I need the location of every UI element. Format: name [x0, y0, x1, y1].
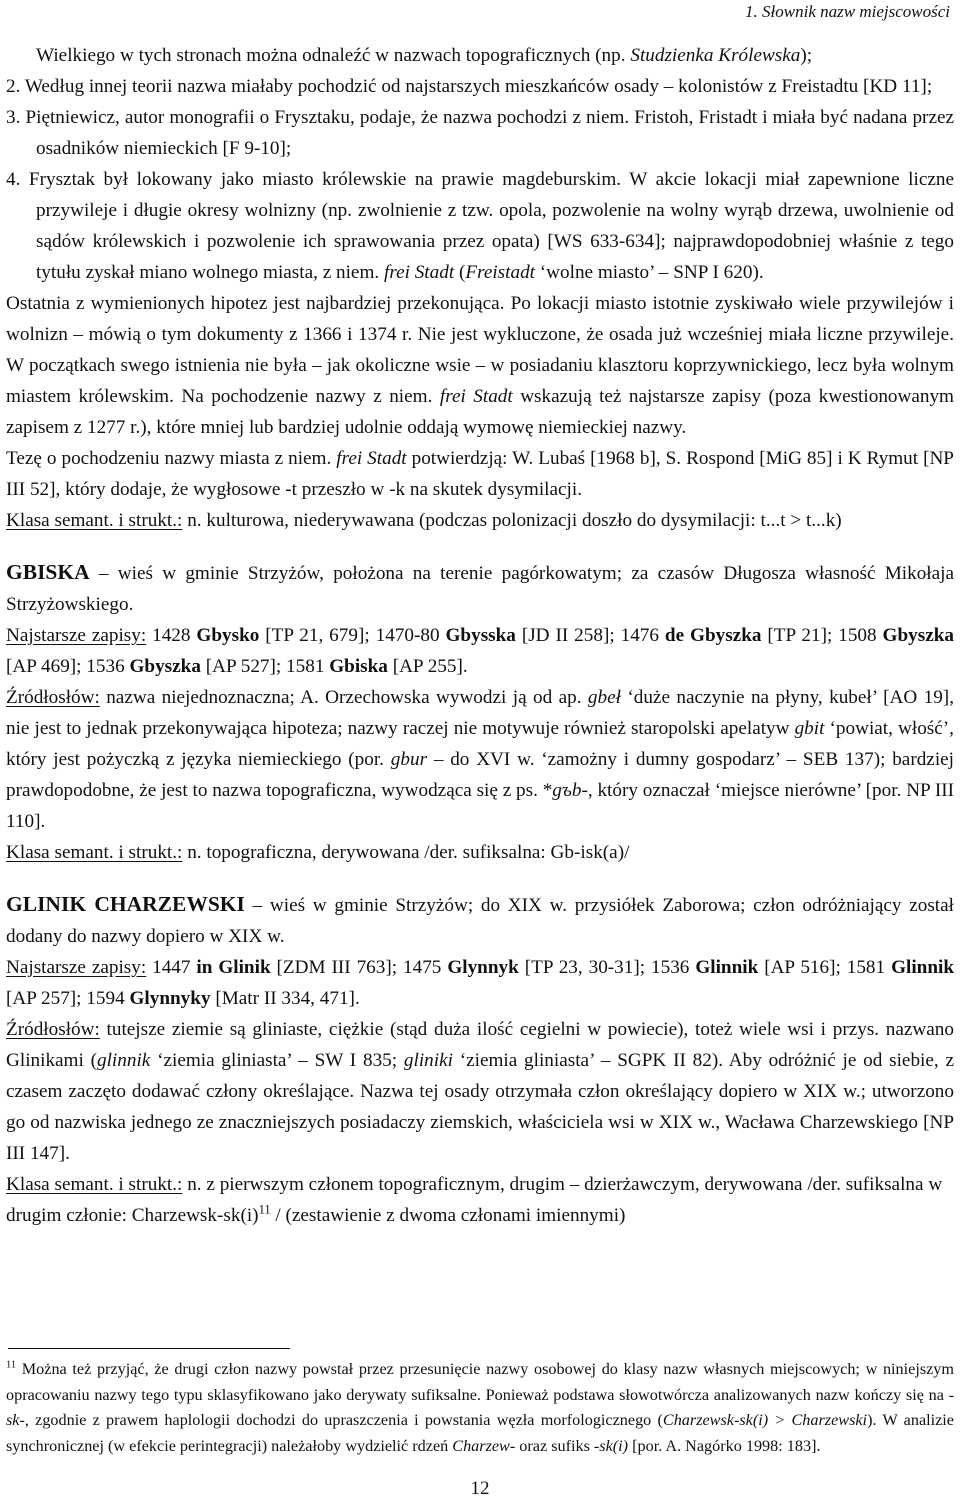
etymology-label: Źródłosłów: — [6, 687, 100, 708]
page-number: 12 — [470, 1478, 490, 1499]
entry-title: GLINIK CHARZEWSKI — [6, 892, 245, 916]
etymology-label: Źródłosłów: — [6, 1019, 100, 1040]
hypothesis-item-4: 4. Frysztak był lokowany jako miasto królewskie na prawie magdeburskim. W akcie lokacji miał zapewnione liczne przywileje i długie okresy wolnizny (np. zwolnienie z tzw. opola, pozwolenie na wolny wyrąb drzewa, uwolnienie od sądów królewskich i pozwolenie ich sprawowania przez opata) [WS 633-634]; najprawdopodobniej właśnie z tego tytułu zyskał miano wolnego miasta, z niem. frei Stadt (Freistadt ‘wolne miasto’ – SNP I 620). — [6, 169, 954, 283]
oldest-records: Najstarsze zapisy: 1447 in Glinik [ZDM III 763]; 1475 Glynnyk [TP 23, 30-31]; 1536 Glinnik [AP 516]; 1581 Glinnik [AP 257]; 1594 Glynnyky [Matr II 334, 471]. — [6, 957, 954, 1009]
footnotes — [6, 1357, 954, 1459]
etymology: Źródłosłów: tutejsze ziemie są gliniaste, ciężkie (stąd duża ilość cegielni w powiecie), toteż wiele wsi i przys. nazwano Glinikami (glinnik ‘ziemia gliniasta’ – SW I 835; gliniki ‘ziemia gliniasta’ – SGPK II 82). Aby odróżnić je od siebie, z czasem zaczęto dodawać człony określające. Nazwa tej osady otrzymała człon określający dopiero w XIX w.; utworzono go od nazwiska jednego ze znaczniejszych posiadaczy ziemskich, właściciela wsi w XIX w., Wacława Charzewskiego [NP III 147]. — [6, 1019, 955, 1164]
conclusion-paragraph: Ostatnia z wymienionych hipotez jest najbardziej przekonująca. Po lokacji miasto istotnie zyskiwało wiele przywilejów i wolnizn – mówią o tym dokumenty z 1366 i 1374 r. Nie jest wykluczone, że osada już wcześniej miała liczne przywileje. W początkach swego istnienia nie była – jak okoliczne wsie – w posiadaniu klasztoru koprzywnickiego, lecz była wolnym miastem królewskim. Na pochodzenie nazwy z niem. frei Stadt wskazują też najstarsze zapisy (poza kwestionowanym zapisem z 1277 r.), które mniej lub bardziej udolnie oddają wymowę niemieckiej nazwy. — [6, 293, 954, 438]
footnote-ref[interactable]: 11 — [258, 1202, 271, 1217]
main-text — [6, 40, 954, 1231]
records-label: Najstarsze zapisy: — [6, 625, 147, 646]
classification-line: Klasa semant. i strukt.: n. z pierwszym członem topograficznym, drugim – dzierżawczym, derywowana /der. sufiksalna w drugim członie: Charzewsk-$sk(i)^{11}$ / (zestawienie z dwoma członami imiennymi) — [6, 1174, 943, 1226]
classification-line: Klasa semant. i strukt.: n. kulturowa, niederywawana (podczas polonizacji doszło do dysymilacji: t...t > t...k) — [6, 510, 842, 531]
records-label: Najstarsze zapisy: — [6, 957, 147, 978]
thesis-paragraph: Tezę o pochodzeniu nazwy miasta z niem. frei Stadt potwierdzją: W. Lubaś [1968 b], S. Rospond [MiG 85] i K Rymut [NP III 52], który dodaje, że wygłosowe -t przeszło w -k na skutek dysymilacji. — [6, 448, 954, 500]
etymology: Źródłosłów: nazwa niejednoznaczna; A. Orzechowska wywodzi ją od ap. gbeł ‘duże naczynie na płyny, kubeł’ [AO 19], nie jest to jednak przekonywająca hipoteza; nazwy raczej nie motywuje również staropolski apelatyw gbit ‘powiat, włość’, który jest pożyczką z języka niemieckiego (por. gbur – do XVI w. ‘zamożny i dumny gospodarz’ – SEB 137); bardziej prawdopodobne, że jest to nazwa topograficzna, wywodząca się z ps. *gъb-, który oznaczał ‘miejsce nierówne’ [por. NP III 110]. — [6, 687, 954, 832]
running-header: 1. Słownik nazw miejscowości — [745, 2, 950, 21]
footnote-11: $^{11}$ Można też przyjąć, że drugi człon nazwy powstał przez przesunięcie nazwy osobowej do klasy nazw własnych miejscowych; w niniejszym opracowaniu nazwy tego typu sklasyfikowano jako derywaty sufiksalne. Ponieważ podstawa słowotwórcza analizowanych nazw kończy się na -sk-, zgodnie z prawem haplologii dochodzi do upraszczenia i powstania węzła morfologicznego (Charzewsk-sk(i) > Charzewski). W analizie synchronicznej (w efekcie perintegracji) należałoby wydzielić rdzeń Charzew- oraz sufiks -sk(i) [por. A. Nagórko 1998: 183]. — [6, 1359, 954, 1455]
oldest-records: Najstarsze zapisy: 1428 Gbysko [TP 21, 679]; 1470-80 Gbysska [JD II 258]; 1476 de Gbyszka [TP 21]; 1508 Gbyszka [AP 469]; 1536 Gbyszka [AP 527]; 1581 Gbiska [AP 255]. — [6, 625, 954, 677]
classification-label: Klasa semant. i strukt.: — [6, 510, 183, 531]
entry-gbiska: GBISKA – wieś w gminie Strzyżów, położona na terenie pagórkowatym; za czasów Długosza własność Mikołaja Strzyżowskiego. — [6, 560, 954, 615]
paragraph-continuation: Wielkiego w tych stronach można odnaleźć w nazwach topograficznych (np. Studzienka Królewska); — [36, 45, 813, 66]
footnote-number: 11 — [6, 1359, 17, 1371]
classification-line: Klasa semant. i strukt.: n. topograficzna, derywowana /der. sufiksalna: Gb-isk(a)/ — [6, 842, 630, 863]
hypothesis-item-3: 3. Piętniewicz, autor monografii o Frysztaku, podaje, że nazwa pochodzi z niem. Fristoh, Fristadt i miała być nadana przez osadników niemieckich [F 9-10]; — [6, 107, 954, 159]
classification-label: Klasa semant. i strukt.: — [6, 842, 183, 863]
footnote-separator — [8, 1348, 290, 1349]
entry-glinik-charzewski: GLINIK CHARZEWSKI – wieś w gminie Strzyżów; do XIX w. przysiółek Zaborowa; człon odróżniający został dodany do nazwy dopiero w XIX w. — [6, 892, 954, 947]
hypothesis-item-2: 2. Według innej teorii nazwa miałaby pochodzić od najstarszych mieszkańców osady – kolonistów z Freistadtu [KD 11]; — [6, 76, 933, 97]
classification-label: Klasa semant. i strukt.: — [6, 1174, 183, 1195]
entry-title: GBISKA — [6, 560, 90, 584]
